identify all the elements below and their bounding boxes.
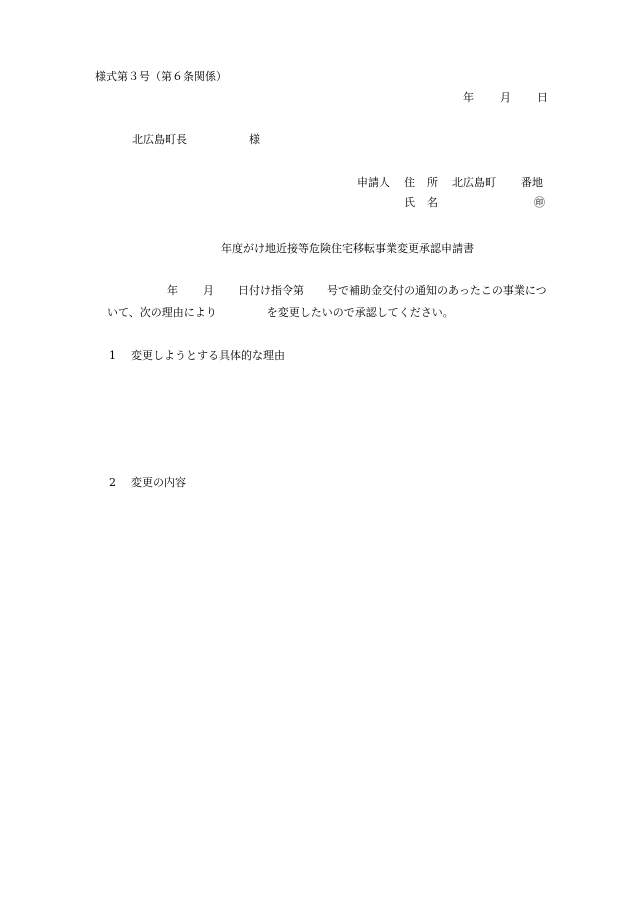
addressee (132, 133, 260, 147)
item-1-text: 変更しようとする具体的な理由 (131, 349, 285, 362)
address-suffix: 番地 (521, 176, 543, 189)
body-text-d: を変更したいので承認してください。 (266, 306, 454, 319)
body-line-1 (167, 284, 547, 298)
address-value: 北広島町 (452, 176, 496, 189)
item-1-number: 1 (109, 349, 116, 362)
date-line (463, 91, 548, 105)
body-month: 月 (203, 284, 214, 297)
body-text-c: いて、次の理由により (107, 306, 217, 319)
body-text-b: 号で補助金交付の通知のあったこの事業につ (327, 284, 547, 297)
item-2-text: 変更の内容 (131, 476, 186, 489)
form-number: 様式第３号（第６条関係） (95, 70, 227, 83)
date-month: 月 (500, 91, 511, 104)
date-day: 日 (537, 91, 548, 104)
applicant-label: 申請人 (357, 176, 390, 189)
addressee-suffix: 様 (249, 133, 260, 146)
addressee-name: 北広島町長 (132, 133, 187, 146)
date-year: 年 (463, 91, 474, 104)
body-year: 年 (167, 284, 178, 297)
item-1 (109, 349, 285, 363)
applicant-address-line (357, 176, 543, 190)
document-title: 年度がけ地近接等危険住宅移転事業変更承認申請書 (221, 242, 474, 255)
item-2-number: 2 (109, 476, 116, 489)
address-label-2: 所 (427, 176, 438, 189)
body-line-2 (107, 306, 454, 320)
body-text-a: 日付け指令第 (238, 284, 304, 297)
name-label-2: 名 (427, 196, 438, 209)
applicant-name-line (404, 196, 438, 210)
address-label-1: 住 (404, 176, 415, 189)
name-label-1: 氏 (404, 196, 415, 209)
seal-mark: ㊞ (534, 196, 545, 209)
item-2 (109, 476, 186, 490)
